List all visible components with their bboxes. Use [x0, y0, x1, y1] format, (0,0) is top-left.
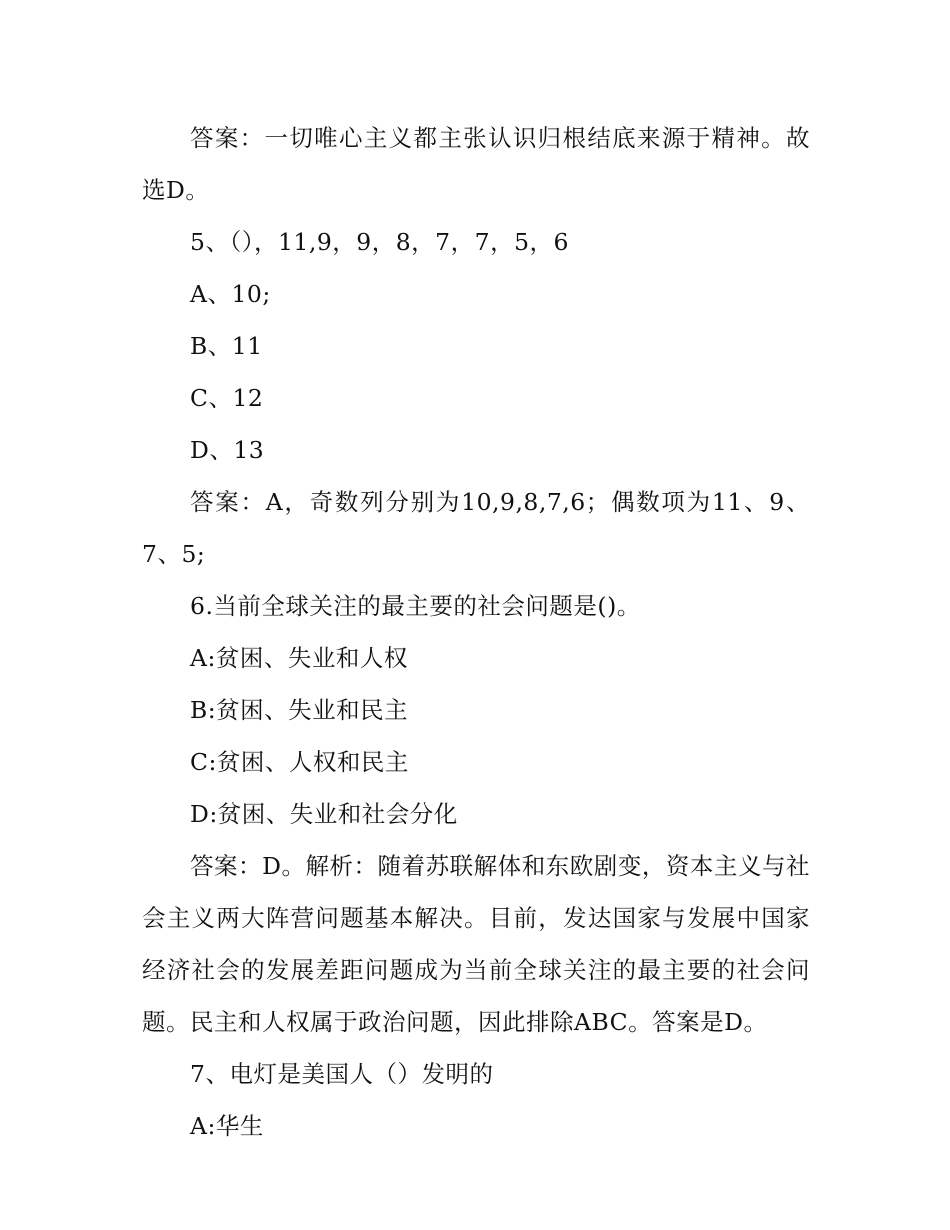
q7-option-a: A:华生	[190, 1112, 264, 1140]
question-5: 5、（），11,9，9，8，7，7，5，6	[190, 228, 569, 256]
q5-option-c: C、12	[190, 384, 264, 412]
q6-option-d: D:贫困、失业和社会分化	[190, 800, 458, 828]
question-7: 7、电灯是美国人（）发明的	[190, 1060, 494, 1088]
answer-q5: 答案：A，奇数列分别为10,9,8,7,6；偶数项为11、9、7、5;	[142, 488, 810, 568]
q5-option-a: A、10;	[190, 280, 271, 308]
q5-option-b: B、11	[190, 332, 263, 360]
q6-option-a: A:贫困、失业和人权	[190, 644, 408, 672]
q6-option-c: C:贫困、人权和民主	[190, 748, 409, 776]
q6-option-b: B:贫困、失业和民主	[190, 696, 409, 724]
question-6: 6.当前全球关注的最主要的社会问题是()。	[190, 592, 641, 620]
answer-q4: 答案：一切唯心主义都主张认识归根结底来源于精神。故选D。	[142, 124, 810, 204]
answer-q6: 答案：D。解析：随着苏联解体和东欧剧变，资本主义与社会主义两大阵营问题基本解决。目前，发达国家与发展中国家经济社会的发展差距问题成为当前全球关注的最主要的社会问题。民主和人权属于政治问题，因此排除ABC。答案是D。	[142, 852, 810, 1036]
document-page	[142, 112, 810, 1152]
q5-option-d: D、13	[190, 436, 265, 464]
